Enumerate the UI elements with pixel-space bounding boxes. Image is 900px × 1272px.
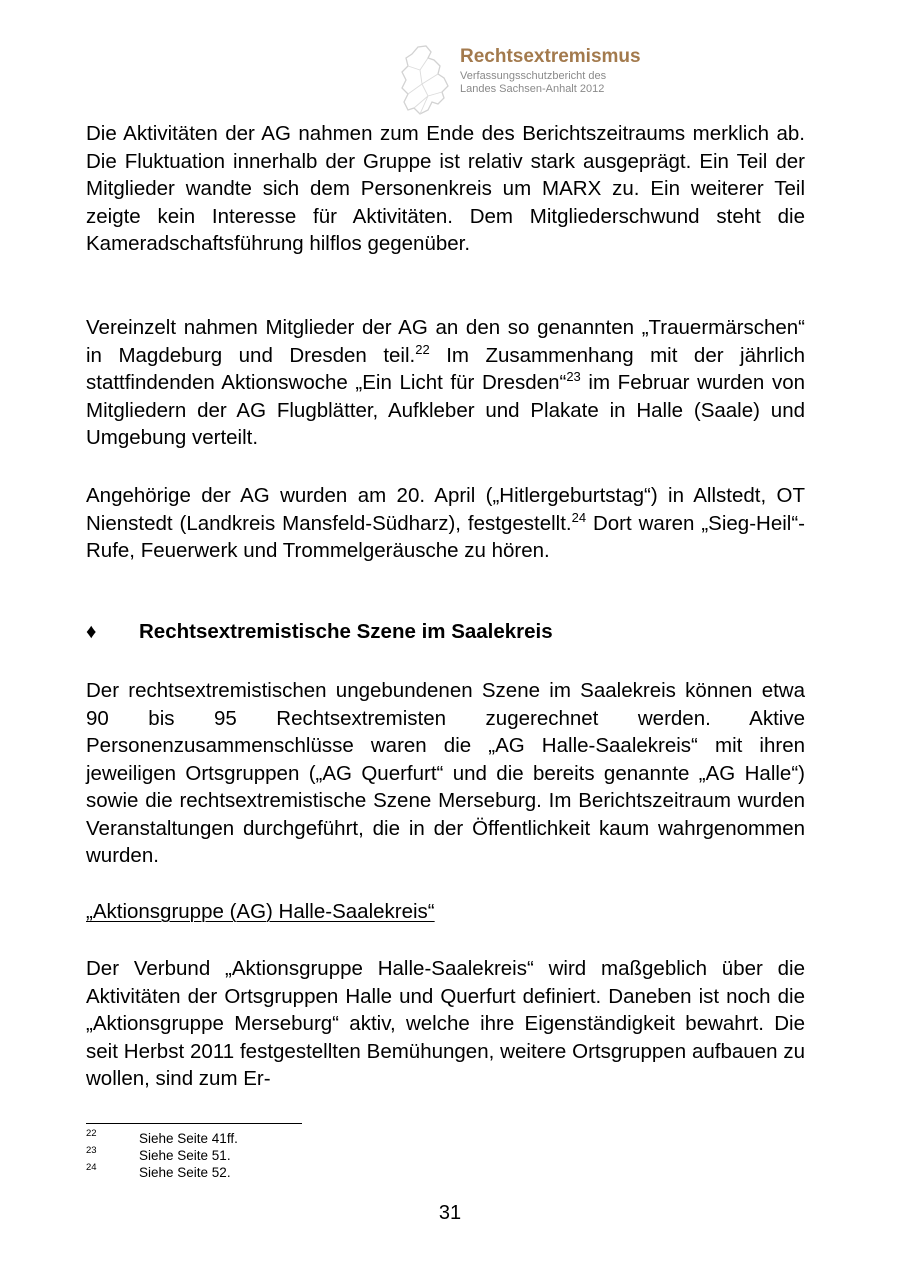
section-heading (86, 620, 553, 644)
paragraph-2-text-c: im Februar wurden von Mitgliedern der AG Flugblätter, Aufkleber und Plakate in Halle (Saale) und Umgebung verteilt. (86, 371, 806, 449)
paragraph-2 (86, 314, 805, 452)
paragraph-4: Der rechtsextremistischen ungebundenen Szene im Saalekreis können etwa 90 bis 95 Rechtsextremisten zugerechnet werden. Aktive Personenzusammenschlüsse waren die „AG Halle-Saalekreis“ mit ihren jeweiligen Ortsgruppen („AG Querfurt“ und die bereits genannte „AG Halle“) sowie die rechtsextremistische Szene Merseburg. Im Berichtszeitraum wurden Veranstaltungen durchgeführt, die in der Öffentlichkeit kaum wahrgenommen wurden. (86, 679, 805, 867)
subheading: „Aktionsgruppe (AG) Halle-Saalekreis“ (86, 900, 435, 923)
section-heading-text: Rechtsextremistische Szene im Saalekreis (139, 620, 553, 643)
footnote-22 (86, 1128, 486, 1148)
paragraph-3 (86, 482, 805, 565)
footnote-ref-23[interactable]: 23 (566, 369, 581, 384)
page-number: 31 (438, 1202, 462, 1224)
footnotes (86, 1128, 486, 1182)
footnote-23 (86, 1145, 486, 1165)
paragraph-2-text-b: Im Zusammenhang mit der jährlich stattfindenden Aktionswoche „Ein Licht für Dresden“ (86, 343, 805, 394)
paragraph-3-block (86, 482, 805, 565)
paragraph-2-block (86, 314, 805, 452)
footnote-ref-24[interactable]: 24 (571, 509, 587, 525)
page-header (398, 44, 698, 118)
paragraph-5-block (86, 955, 805, 1093)
paragraph-4-block (86, 677, 805, 870)
footnote-text: Siehe Seite 51. (139, 1148, 231, 1163)
footnote-text: Siehe Seite 52. (139, 1165, 231, 1180)
footnote-ref-22[interactable]: 22 (415, 341, 430, 357)
paragraph-1-block (86, 120, 805, 258)
diamond-bullet-icon: ♦ (86, 620, 97, 643)
footnote-divider (86, 1123, 302, 1124)
paragraph-1: Die Aktivitäten der AG nahmen zum Ende des Berichtszeitraums merklich ab. Die Fluktuation innerhalb der Gruppe ist relativ stark ausgeprägt. Ein Teil der Mitglieder wandte sich dem Personenkreis um MARX zu. Ein weiterer Teil zeigte kein Interesse für Aktivitäten. Dem Mitgliederschwund steht die Kameradschaftsführung hilflos gegenüber. (86, 122, 805, 255)
footnote-number: 24 (86, 1162, 97, 1173)
footnote-24 (86, 1162, 486, 1182)
header-subtitle-line1: Verfassungsschutzbericht des (460, 70, 607, 82)
footnote-number: 22 (86, 1128, 97, 1139)
footnote-number: 23 (86, 1145, 97, 1156)
header-title: Rechtsextremismus (460, 46, 641, 67)
saxony-anhalt-map-outline-icon (398, 44, 454, 116)
paragraph-5: Der Verbund „Aktionsgruppe Halle-Saalekreis“ wird maßgeblich über die Aktivitäten der Ortsgruppen Halle und Querfurt definiert. Daneben ist noch die „Aktionsgruppe Merseburg“ aktiv, welche ihre Eigenständigkeit bewahrt. Die seit Herbst 2011 festgestellten Bemühungen, weitere Ortsgruppen aufbauen zu wollen, sind zum Er- (86, 957, 805, 1090)
paragraph-2-text-a: Vereinzelt nahmen Mitglieder der AG an den so genannten „Trauermärschen“ in Magdeburg und Dresden teil. (86, 316, 805, 367)
paragraph-3-text-b: Dort waren „Sieg-Heil“-Rufe, Feuerwerk und Trommelgeräusche zu hören. (86, 511, 805, 562)
header-subtitle-line2: Landes Sachsen-Anhalt 2012 (460, 83, 605, 95)
paragraph-3-text-a: Angehörige der AG wurden am 20. April („Hitlergeburtstag“) in Allstedt, OT Nienstedt (Landkreis Mansfeld-Südharz), festgestellt. (86, 484, 805, 535)
footnote-text: Siehe Seite 41ff. (139, 1131, 238, 1146)
